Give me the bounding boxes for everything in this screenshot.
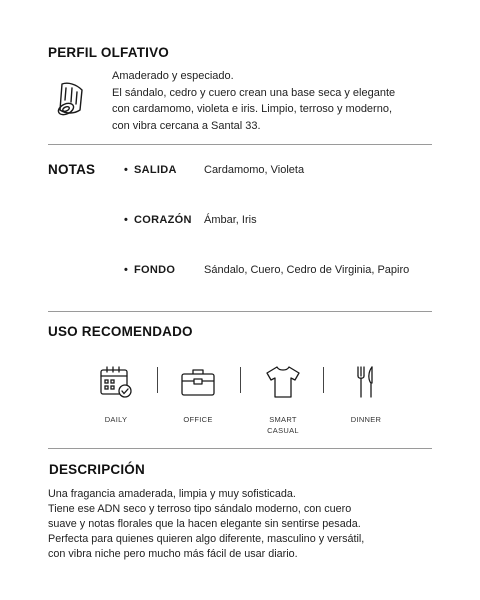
wood-log-icon	[52, 80, 88, 120]
fork-knife-icon	[348, 364, 384, 400]
desc-line: Tiene ese ADN seco y terroso tipo sándalo moderno, con cuero	[48, 503, 352, 515]
note-value: Sándalo, Cuero, Cedro de Virginia, Papiro	[204, 264, 410, 276]
use-label: DAILY	[104, 415, 128, 424]
use-label: DINNER	[350, 415, 382, 424]
perfil-line: con vibra cercana a Santal 33.	[112, 119, 261, 132]
use-item-office	[162, 364, 234, 425]
separator	[157, 367, 158, 393]
note-value: Ámbar, Iris	[204, 214, 257, 226]
tshirt-icon	[264, 364, 302, 400]
desc-line: Perfecta para quienes quieren algo diferente, masculino y versátil,	[48, 533, 365, 545]
perfil-line: con cardamomo, violeta e iris. Limpio, terroso y moderno,	[112, 103, 393, 115]
desc-line: Una fragancia amaderada, limpia y muy sofisticada.	[48, 488, 296, 500]
note-value: Cardamomo, Violeta	[204, 164, 305, 176]
briefcase-icon	[180, 364, 216, 400]
use-label: OFFICE	[183, 415, 213, 424]
desc-line: suave y notas florales que la hacen elegante sin sentirse pesada.	[48, 518, 361, 530]
divider	[48, 448, 432, 449]
perfil-line: Amaderado y especiado.	[112, 70, 234, 82]
note-name: SALIDA	[134, 164, 177, 176]
notas-title: NOTAS	[48, 162, 96, 177]
bullet: •	[124, 164, 128, 176]
use-label: SMART CASUAL	[267, 415, 299, 435]
calendar-check-icon	[98, 364, 134, 400]
use-item-daily	[80, 364, 152, 425]
separator	[323, 367, 324, 393]
note-name: FONDO	[134, 264, 176, 276]
bullet: •	[124, 214, 128, 226]
descripcion-text	[48, 487, 438, 562]
note-name: CORAZÓN	[134, 214, 192, 226]
descripcion-title: DESCRIPCIÓN	[49, 462, 145, 477]
use-item-dinner	[330, 364, 402, 425]
bullet: •	[124, 264, 128, 276]
perfil-olfativo-text	[112, 68, 442, 134]
uso-recomendado-title: USO RECOMENDADO	[48, 324, 193, 339]
perfil-olfativo-title: PERFIL OLFATIVO	[48, 45, 170, 60]
desc-line: con vibra niche pero mucho más fácil de usar diario.	[48, 548, 298, 560]
separator	[240, 367, 241, 393]
divider	[48, 311, 432, 312]
use-item-smart-casual	[247, 364, 319, 436]
divider	[48, 144, 432, 145]
perfil-line: El sándalo, cedro y cuero crean una base seca y elegante	[112, 86, 396, 99]
